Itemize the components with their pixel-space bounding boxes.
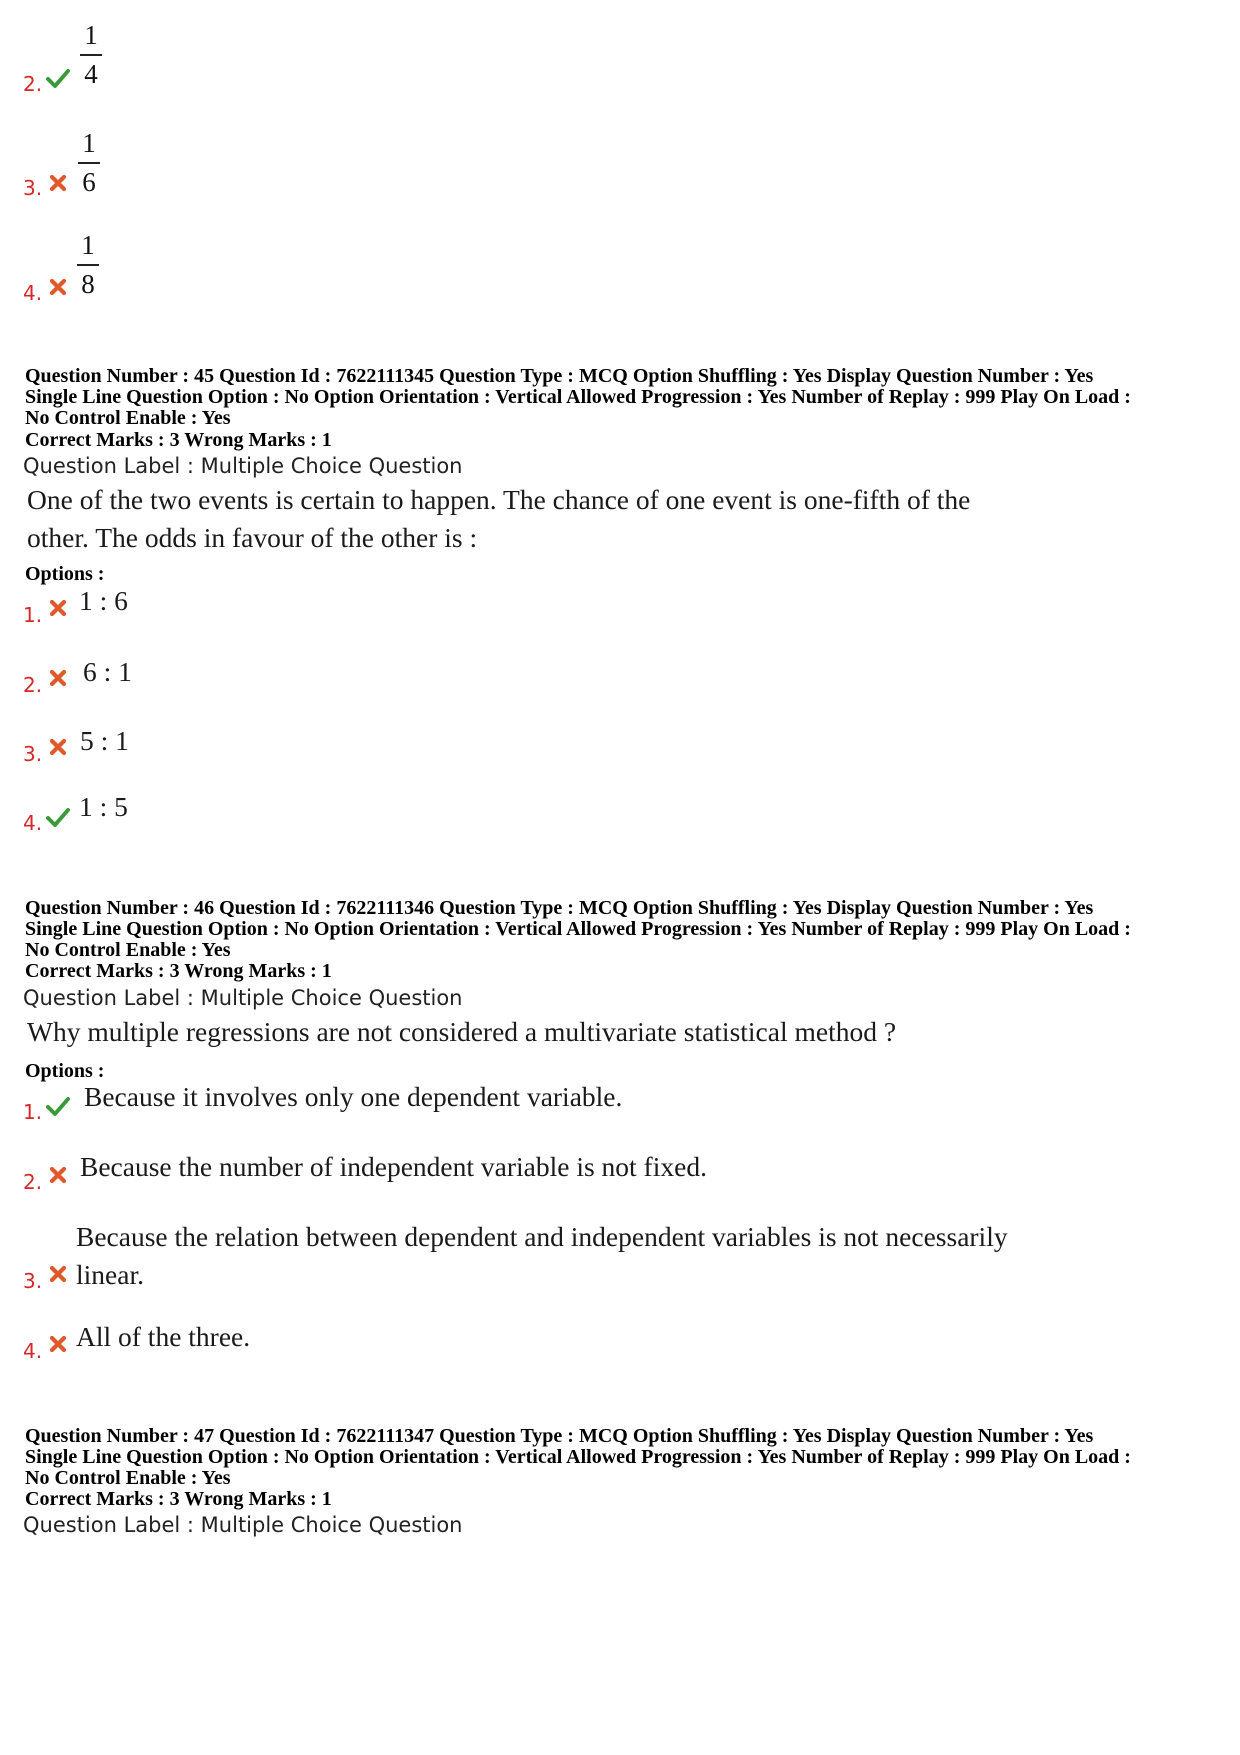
options-heading: Options :	[25, 1060, 105, 1082]
option-number: 2.	[23, 673, 43, 697]
numerator: 1	[84, 20, 98, 50]
cross-icon	[46, 172, 70, 194]
question-label: Question Label : Multiple Choice Question	[23, 1513, 463, 1537]
question-marks: Correct Marks : 3 Wrong Marks : 1	[25, 1488, 332, 1510]
option-number: 2.	[23, 1170, 43, 1194]
numerator: 1	[81, 230, 95, 260]
option-number: 1.	[23, 1100, 43, 1124]
option-text: Because the number of independent variable is not fixed.	[80, 1151, 707, 1182]
cross-icon	[46, 667, 70, 689]
denominator: 6	[82, 167, 96, 197]
cross-icon	[46, 1333, 70, 1355]
check-icon	[46, 806, 70, 828]
option-text: All of the three.	[76, 1321, 251, 1352]
option-number: 4.	[23, 1339, 43, 1363]
fraction-option	[77, 232, 99, 298]
option-text: 5 : 1	[80, 725, 129, 756]
question-meta: Question Number : 45 Question Id : 7622111345 Question Type : MCQ Option Shuffling : Yes Display Question Number : Yes Single Line Question Option : No Option Orientation : Vertical Allowed Progression : Yes Number of Replay : 999 Play On Load : No Control Enable : Yes	[25, 365, 1131, 429]
option-text: 1 : 5	[79, 791, 128, 822]
fraction-option	[78, 130, 100, 196]
question-marks: Correct Marks : 3 Wrong Marks : 1	[25, 960, 332, 982]
option-text: Because it involves only one dependent variable.	[84, 1081, 623, 1112]
option-text: 6 : 1	[83, 656, 132, 687]
cross-icon	[46, 597, 70, 619]
option-number: 3.	[23, 1269, 43, 1293]
fraction-option	[80, 22, 102, 88]
options-heading: Options :	[25, 563, 105, 585]
question-label: Question Label : Multiple Choice Question	[23, 454, 463, 478]
cross-icon	[46, 1263, 70, 1285]
cross-icon	[46, 736, 70, 758]
check-icon	[46, 67, 70, 89]
question-label: Question Label : Multiple Choice Question	[23, 986, 463, 1010]
option-number: 3.	[23, 742, 43, 766]
option-text: Because the relation between dependent and independent variables is not necessarily linear.	[76, 1221, 1008, 1290]
check-icon	[46, 1095, 70, 1117]
question-marks: Correct Marks : 3 Wrong Marks : 1	[25, 429, 332, 451]
question-meta: Question Number : 46 Question Id : 7622111346 Question Type : MCQ Option Shuffling : Yes Display Question Number : Yes Single Line Question Option : No Option Orientation : Vertical Allowed Progression : Yes Number of Replay : 999 Play On Load : No Control Enable : Yes	[25, 897, 1131, 961]
option-number: 3.	[23, 176, 43, 200]
question-text: One of the two events is certain to happen. The chance of one event is one-fifth of the other. The odds in favour of the other is :	[27, 484, 971, 553]
option-text: 1 : 6	[79, 585, 128, 616]
option-number: 4.	[23, 281, 43, 305]
denominator: 8	[81, 269, 95, 299]
cross-icon	[46, 276, 70, 298]
numerator: 1	[82, 128, 96, 158]
cross-icon	[46, 1164, 70, 1186]
option-number: 4.	[23, 811, 43, 835]
question-meta: Question Number : 47 Question Id : 7622111347 Question Type : MCQ Option Shuffling : Yes Display Question Number : Yes Single Line Question Option : No Option Orientation : Vertical Allowed Progression : Yes Number of Replay : 999 Play On Load : No Control Enable : Yes	[25, 1425, 1131, 1489]
option-number: 1.	[23, 603, 43, 627]
question-text: Why multiple regressions are not considered a multivariate statistical method ?	[27, 1016, 897, 1047]
denominator: 4	[84, 59, 98, 89]
option-number: 2.	[23, 72, 43, 96]
